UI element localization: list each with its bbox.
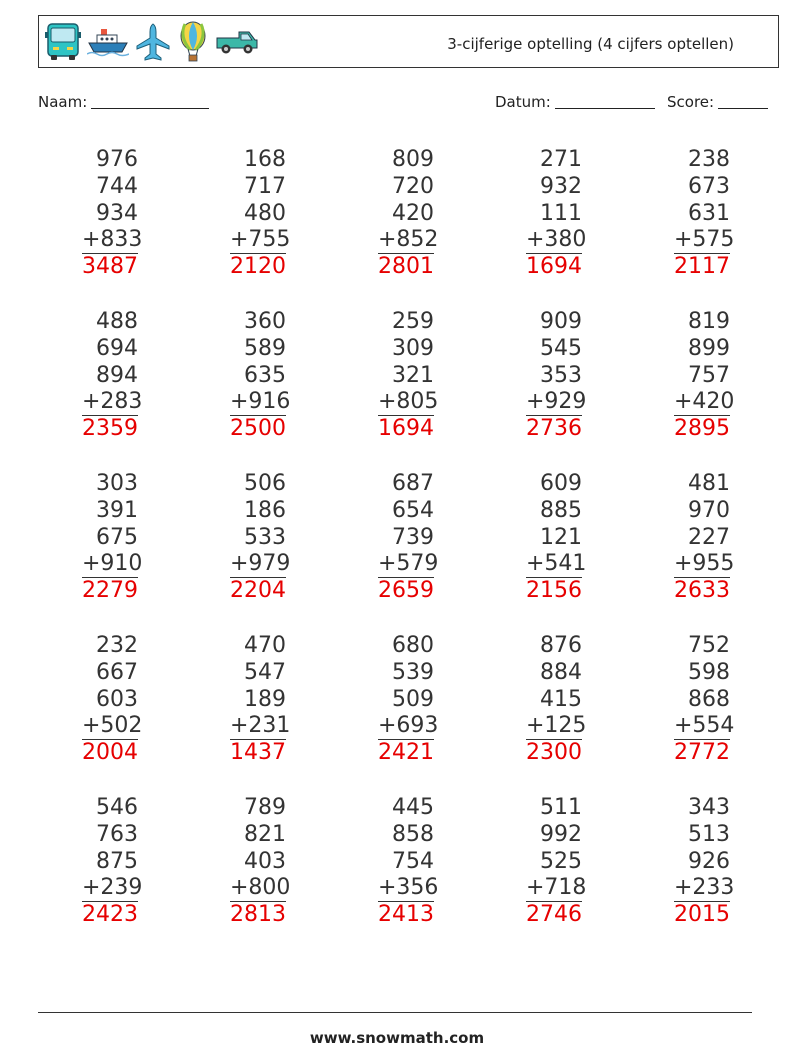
addend-2: 884 <box>540 659 582 685</box>
answer: 2204 <box>230 578 286 604</box>
answer: 2279 <box>82 578 138 604</box>
addend-3: 533 <box>244 524 286 550</box>
addend-3: 121 <box>540 524 582 550</box>
addend-2: 589 <box>244 335 286 361</box>
addend-3: 926 <box>688 848 730 874</box>
addend-3: 868 <box>688 686 730 712</box>
addend-4: +916 <box>230 389 291 415</box>
addition-problem <box>334 147 439 281</box>
addend-1: 809 <box>392 147 434 172</box>
addition-problem <box>482 795 587 929</box>
addend-2: 858 <box>392 821 434 847</box>
addition-problem <box>482 147 587 281</box>
addend-3: 934 <box>96 200 138 226</box>
addend-4: +380 <box>526 227 587 253</box>
addend-1: 470 <box>244 633 286 658</box>
addend-1: 976 <box>96 147 138 172</box>
answer: 2813 <box>230 902 286 928</box>
addition-problem <box>186 471 291 605</box>
addend-4: +979 <box>230 551 291 577</box>
answer: 2117 <box>674 254 730 280</box>
addend-2: 932 <box>540 173 582 199</box>
addend-1: 232 <box>96 633 138 658</box>
addend-2: 545 <box>540 335 582 361</box>
addend-1: 819 <box>688 309 730 334</box>
addend-3: 353 <box>540 362 582 388</box>
answer: 1437 <box>230 740 286 766</box>
addend-1: 481 <box>688 471 730 496</box>
addend-2: 763 <box>96 821 138 847</box>
addend-3: 403 <box>244 848 286 874</box>
answer: 2004 <box>82 740 138 766</box>
addend-3: 525 <box>540 848 582 874</box>
addend-1: 876 <box>540 633 582 658</box>
addend-1: 752 <box>688 633 730 658</box>
addend-4: +283 <box>82 389 143 415</box>
airplane-icon <box>135 22 171 62</box>
header-icons <box>45 20 259 64</box>
addend-1: 360 <box>244 309 286 334</box>
addition-problem <box>38 471 143 605</box>
addend-4: +800 <box>230 875 291 901</box>
addition-problem <box>482 471 587 605</box>
addend-1: 546 <box>96 795 138 820</box>
addition-problem <box>38 309 143 443</box>
addend-4: +541 <box>526 551 587 577</box>
answer: 2633 <box>674 578 730 604</box>
date-field[interactable] <box>495 93 655 111</box>
addend-2: 186 <box>244 497 286 523</box>
addend-4: +575 <box>674 227 735 253</box>
addend-2: 391 <box>96 497 138 523</box>
addend-4: +805 <box>378 389 439 415</box>
addend-2: 694 <box>96 335 138 361</box>
date-blank-line[interactable] <box>555 95 655 109</box>
addend-1: 238 <box>688 147 730 172</box>
addend-2: 539 <box>392 659 434 685</box>
addition-problem <box>334 309 439 443</box>
addend-3: 631 <box>688 200 730 226</box>
addend-3: 603 <box>96 686 138 712</box>
answer: 2015 <box>674 902 730 928</box>
addition-problem <box>630 147 735 281</box>
addend-2: 547 <box>244 659 286 685</box>
answer: 2413 <box>378 902 434 928</box>
addend-3: 635 <box>244 362 286 388</box>
answer: 2120 <box>230 254 286 280</box>
addend-3: 321 <box>392 362 434 388</box>
addend-2: 717 <box>244 173 286 199</box>
addend-3: 111 <box>540 200 582 226</box>
addend-4: +852 <box>378 227 439 253</box>
addition-problem <box>186 633 291 767</box>
ship-icon <box>87 27 129 57</box>
addend-1: 271 <box>540 147 582 172</box>
addend-4: +502 <box>82 713 143 739</box>
answer: 2895 <box>674 416 730 442</box>
answer: 3487 <box>82 254 138 280</box>
addend-1: 259 <box>392 309 434 334</box>
addition-problem <box>334 471 439 605</box>
addition-problem <box>186 309 291 443</box>
addend-4: +910 <box>82 551 143 577</box>
addend-3: 739 <box>392 524 434 550</box>
addition-problem <box>186 147 291 281</box>
addend-3: 509 <box>392 686 434 712</box>
footer-divider <box>38 1012 752 1013</box>
addend-3: 480 <box>244 200 286 226</box>
answer: 2772 <box>674 740 730 766</box>
addend-4: +693 <box>378 713 439 739</box>
addend-4: +554 <box>674 713 735 739</box>
addend-3: 420 <box>392 200 434 226</box>
addend-4: +579 <box>378 551 439 577</box>
score-blank-line[interactable] <box>718 95 768 109</box>
addend-3: 675 <box>96 524 138 550</box>
addend-1: 488 <box>96 309 138 334</box>
addend-1: 506 <box>244 471 286 496</box>
addend-1: 343 <box>688 795 730 820</box>
addend-2: 821 <box>244 821 286 847</box>
addend-2: 899 <box>688 335 730 361</box>
addend-4: +231 <box>230 713 291 739</box>
addend-1: 687 <box>392 471 434 496</box>
answer: 2500 <box>230 416 286 442</box>
addend-1: 445 <box>392 795 434 820</box>
addend-4: +356 <box>378 875 439 901</box>
score-label: Score: <box>667 93 715 111</box>
addend-1: 609 <box>540 471 582 496</box>
worksheet-title: 3-cijferige optelling (4 cijfers optellen) <box>447 35 734 53</box>
answer: 2421 <box>378 740 434 766</box>
addend-3: 754 <box>392 848 434 874</box>
addend-1: 511 <box>540 795 582 820</box>
answer: 2423 <box>82 902 138 928</box>
addend-2: 513 <box>688 821 730 847</box>
addition-problem <box>38 147 143 281</box>
addend-2: 673 <box>688 173 730 199</box>
answer: 2746 <box>526 902 582 928</box>
addend-1: 168 <box>244 147 286 172</box>
addend-2: 992 <box>540 821 582 847</box>
addend-2: 654 <box>392 497 434 523</box>
addend-2: 667 <box>96 659 138 685</box>
addend-4: +955 <box>674 551 735 577</box>
worksheet-header <box>38 15 779 68</box>
addend-2: 970 <box>688 497 730 523</box>
addend-2: 885 <box>540 497 582 523</box>
answer: 2801 <box>378 254 434 280</box>
footer-website: www.snowmath.com <box>309 1029 485 1047</box>
addend-2: 744 <box>96 173 138 199</box>
date-label: Datum: <box>495 93 551 111</box>
addition-problem <box>186 795 291 929</box>
addition-problem <box>38 795 143 929</box>
answer: 1694 <box>378 416 434 442</box>
addition-problem <box>630 795 735 929</box>
addend-4: +239 <box>82 875 143 901</box>
addend-4: +833 <box>82 227 143 253</box>
addend-3: 757 <box>688 362 730 388</box>
bus-icon <box>45 22 81 62</box>
addend-1: 680 <box>392 633 434 658</box>
addend-4: +718 <box>526 875 587 901</box>
answer: 2359 <box>82 416 138 442</box>
hot-air-balloon-icon <box>177 21 209 63</box>
addend-2: 309 <box>392 335 434 361</box>
addition-problem <box>482 309 587 443</box>
answer: 2659 <box>378 578 434 604</box>
addition-problem <box>38 633 143 767</box>
answer: 2736 <box>526 416 582 442</box>
addend-4: +929 <box>526 389 587 415</box>
addend-4: +420 <box>674 389 735 415</box>
addend-3: 875 <box>96 848 138 874</box>
pickup-truck-icon <box>215 28 259 56</box>
addition-problem <box>630 309 735 443</box>
answer: 1694 <box>526 254 582 280</box>
addend-2: 598 <box>688 659 730 685</box>
addition-problem <box>334 795 439 929</box>
addend-3: 189 <box>244 686 286 712</box>
name-field[interactable] <box>38 93 209 111</box>
addition-problem <box>630 471 735 605</box>
score-field[interactable] <box>667 93 768 111</box>
name-label: Naam: <box>38 93 88 111</box>
addend-2: 720 <box>392 173 434 199</box>
addend-3: 894 <box>96 362 138 388</box>
name-blank-line[interactable] <box>91 95 209 109</box>
addend-3: 415 <box>540 686 582 712</box>
answer: 2300 <box>526 740 582 766</box>
addition-problem <box>482 633 587 767</box>
addition-problem <box>630 633 735 767</box>
addend-1: 303 <box>96 471 138 496</box>
addend-4: +233 <box>674 875 735 901</box>
addend-4: +125 <box>526 713 587 739</box>
addend-1: 909 <box>540 309 582 334</box>
addend-3: 227 <box>688 524 730 550</box>
addend-4: +755 <box>230 227 291 253</box>
addend-1: 789 <box>244 795 286 820</box>
answer: 2156 <box>526 578 582 604</box>
addition-problem <box>334 633 439 767</box>
